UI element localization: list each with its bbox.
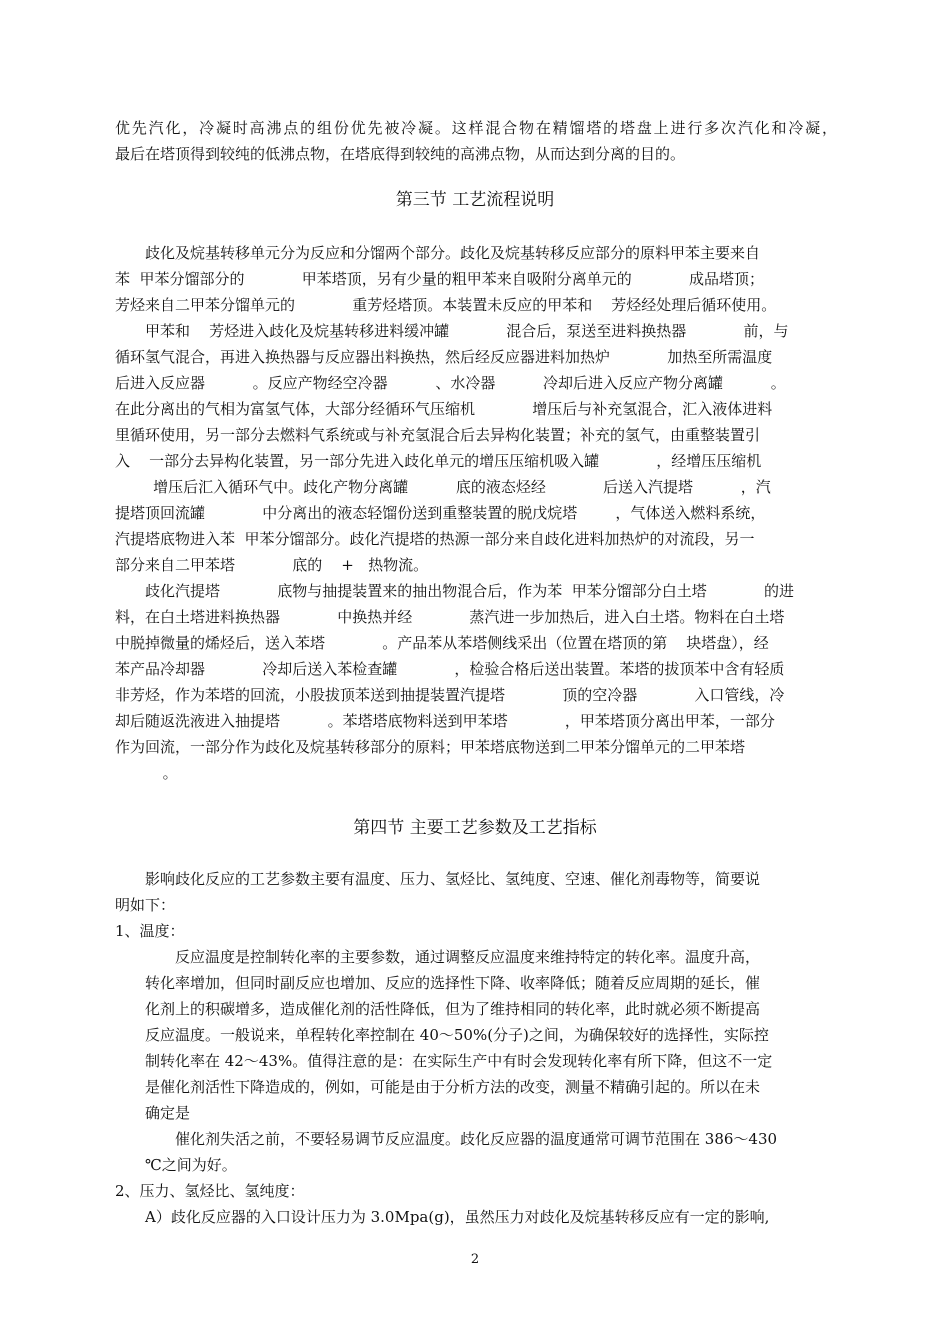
body-line: 汽提塔底物进入苯 甲苯分馏部分。歧化汽提塔的热源一部分来自歧化进料加热炉的对流段，另一 bbox=[115, 530, 755, 548]
list-item-label: 2、压力、氢烃比、氢纯度： bbox=[115, 1182, 305, 1200]
body-line: 部分来自二甲苯塔 底的 + 热物流。 bbox=[115, 556, 429, 574]
body-line: 优先汽化，冷凝时高沸点的组份优先被冷凝。这样混合物在精馏塔的塔盘上进行多次汽化和冷凝， bbox=[115, 119, 837, 137]
body-line: 反应温度。一般说来，单程转化率控制在 40～50%(分子)之间，为确保较好的选择性，实际控 bbox=[145, 1026, 769, 1044]
body-line: 歧化汽提塔 底物与抽提装置来的抽出物混合后，作为苯 甲苯分馏部分白土塔 的进 bbox=[145, 582, 794, 600]
page-number: 2 bbox=[470, 1252, 480, 1267]
body-line: 明如下： bbox=[115, 896, 176, 914]
body-line: 入 一部分去异构化装置，另一部分先进入歧化单元的增压压缩机吸入罐 ，经增压压缩机 bbox=[115, 452, 762, 470]
body-line: 作为回流，一部分作为歧化及烷基转移部分的原料；甲苯塔底物送到二甲苯分馏单元的二甲苯塔 bbox=[115, 738, 746, 756]
body-line: 歧化及烷基转移单元分为反应和分馏两个部分。歧化及烷基转移反应部分的原料甲苯主要来自 bbox=[145, 244, 761, 262]
body-line: 制转化率在 42～43%。值得注意的是：在实际生产中有时会发现转化率有所下降，但这不一定 bbox=[145, 1052, 773, 1070]
body-line: 提塔顶回流罐 中分离出的液态轻馏份送到重整装置的脱戊烷塔 ，气体送入燃料系统， bbox=[115, 504, 766, 522]
body-line: 非芳烃，作为苯塔的回流，小股拔顶苯送到抽提装置汽提塔 顶的空冷器 入口管线，冷 bbox=[115, 686, 785, 704]
body-line: 转化率增加，但同时副反应也增加、反应的选择性下降、收率降低；随着反应周期的延长，催 bbox=[145, 974, 761, 992]
body-line: A）歧化反应器的入口设计压力为 3.0Mpa(g)，虽然压力对歧化及烷基转移反应有一定的影响, bbox=[145, 1208, 770, 1226]
body-line: 催化剂失活之前，不要轻易调节反应温度。歧化反应器的温度通常可调节范围在 386～430 bbox=[175, 1130, 778, 1148]
body-line: 确定是 bbox=[145, 1104, 191, 1122]
body-line: 。 bbox=[115, 764, 178, 782]
body-line: 苯产品冷却器 冷却后送入苯检查罐 ，检验合格后送出装置。苯塔的拔顶苯中含有轻质 bbox=[115, 660, 785, 678]
body-line: 最后在塔顶得到较纯的低沸点物，在塔底得到较纯的高沸点物，从而达到分离的目的。 bbox=[115, 145, 686, 163]
list-item-label: 1、温度： bbox=[115, 922, 185, 940]
section-4-heading: 第四节 主要工艺参数及工艺指标 bbox=[353, 818, 597, 838]
body-line: 增压后汇入循环气中。歧化产物分离罐 底的液态烃经 后送入汽提塔 ，汽 bbox=[115, 478, 771, 496]
body-line: 甲苯和 芳烃进入歧化及烷基转移进料缓冲罐 混合后，泵送至进料换热器 前，与 bbox=[145, 322, 789, 340]
body-line: 后进入反应器 。反应产物经空冷器 、水冷器 冷却后进入反应产物分离罐 。 bbox=[115, 374, 786, 392]
body-line: 是催化剂活性下降造成的，例如，可能是由于分析方法的改变，测量不精确引起的。所以在未 bbox=[145, 1078, 761, 1096]
body-line: 里循环使用，另一部分去燃料气系统或与补充氢混合后去异构化装置；补充的氢气，由重整装置引 bbox=[115, 426, 761, 444]
body-line: 化剂上的积碳增多，造成催化剂的活性降低，但为了维持相同的转化率，此时就必须不断提高 bbox=[145, 1000, 761, 1018]
body-line: 料，在白土塔进料换热器 中换热并经 蒸汽进一步加热后，进入白土塔。物料在白土塔 bbox=[115, 608, 785, 626]
body-line: 中脱掉微量的烯烃后，送入苯塔 。产品苯从苯塔侧线采出（位置在塔顶的第 块塔盘），经 bbox=[115, 634, 769, 652]
body-line: 循环氢气混合，再进入换热器与反应器出料换热，然后经反应器进料加热炉 加热至所需温度 bbox=[115, 348, 773, 366]
body-line: 苯 甲苯分馏部分的 甲苯塔顶，另有少量的粗甲苯来自吸附分离单元的 成品塔顶； bbox=[115, 270, 764, 288]
body-line: 在此分离出的气相为富氢气体，大部分经循环气压缩机 增压后与补充氢混合，汇入液体进料 bbox=[115, 400, 773, 418]
body-line: 芳烃来自二甲苯分馏单元的 重芳烃塔顶。本装置未反应的甲苯和 芳烃经处理后循环使用。 bbox=[115, 296, 777, 314]
body-line: 反应温度是控制转化率的主要参数，通过调整反应温度来维持特定的转化率。温度升高， bbox=[175, 948, 761, 966]
section-3-heading: 第三节 工艺流程说明 bbox=[395, 190, 555, 210]
body-line: 影响歧化反应的工艺参数主要有温度、压力、氢烃比、氢纯度、空速、催化剂毒物等，简要说 bbox=[145, 870, 761, 888]
body-line: 却后随返洗液进入抽提塔 。苯塔塔底物料送到甲苯塔 ，甲苯塔顶分离出甲苯，一部分 bbox=[115, 712, 775, 730]
body-line: ℃之间为好。 bbox=[145, 1156, 237, 1174]
